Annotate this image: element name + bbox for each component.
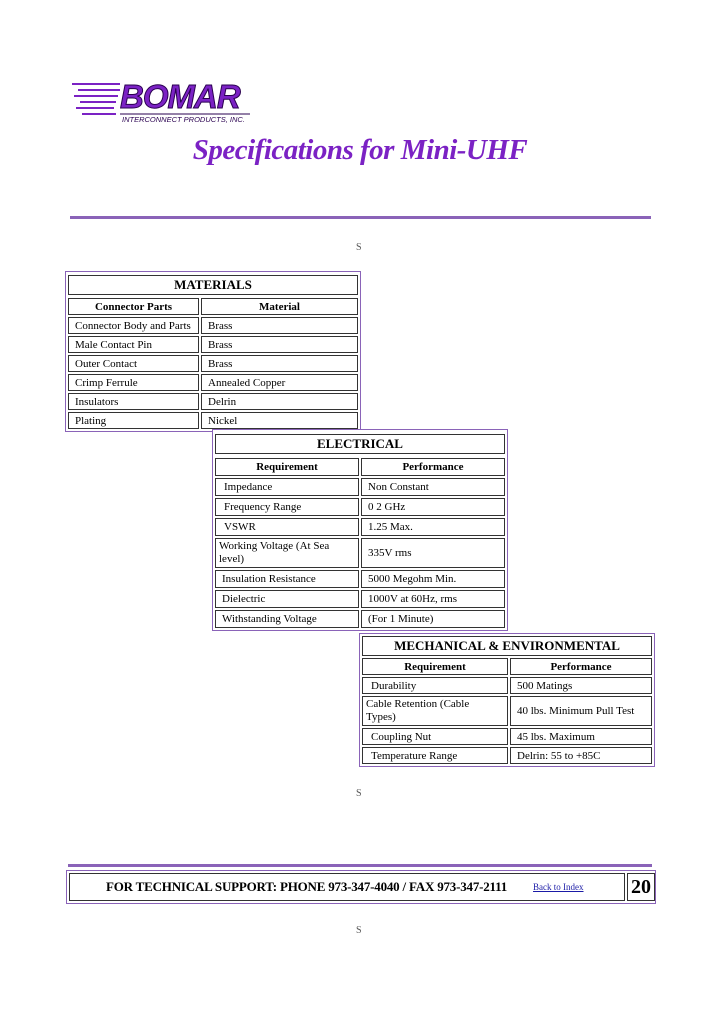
stray-mark: S	[356, 242, 362, 253]
table-cell: Temperature Range	[362, 747, 508, 764]
table-row	[68, 317, 358, 334]
materials-title: MATERIALS	[68, 275, 358, 295]
table-row	[215, 610, 505, 628]
page-title: Specifications for Mini-UHF	[192, 134, 528, 166]
footer-divider	[68, 864, 652, 867]
table-cell: Connector Body and Parts	[68, 317, 199, 334]
stray-mark: S	[356, 925, 362, 936]
table-cell: 0 2 GHz	[361, 498, 505, 516]
table-cell: Impedance	[215, 478, 359, 496]
table-cell: Male Contact Pin	[68, 336, 199, 353]
table-cell: Working Voltage (At Sea level)	[215, 538, 359, 568]
table-cell: Durability	[362, 677, 508, 694]
table-cell: Delrin: 55 to +85C	[510, 747, 652, 764]
table-cell: VSWR	[215, 518, 359, 536]
table-row	[215, 518, 505, 536]
table-row	[362, 747, 652, 764]
table-row	[68, 412, 358, 429]
electrical-header: Requirement	[215, 458, 359, 476]
table-cell: Delrin	[201, 393, 358, 410]
table-row	[215, 590, 505, 608]
mechanical-title: MECHANICAL & ENVIRONMENTAL	[362, 636, 652, 656]
mechanical-header: Requirement	[362, 658, 508, 675]
electrical-header: Performance	[361, 458, 505, 476]
back-to-index-link[interactable]: Back to Index	[533, 882, 584, 892]
table-cell: 500 Matings	[510, 677, 652, 694]
table-row	[362, 677, 652, 694]
table-row	[68, 393, 358, 410]
table-cell: 40 lbs. Minimum Pull Test	[510, 696, 652, 726]
mechanical-header: Performance	[510, 658, 652, 675]
table-cell: Outer Contact	[68, 355, 199, 372]
table-cell: 1000V at 60Hz, rms	[361, 590, 505, 608]
table-cell: Withstanding Voltage	[215, 610, 359, 628]
table-cell: 1.25 Max.	[361, 518, 505, 536]
table-cell: Annealed Copper	[201, 374, 358, 391]
table-cell: Insulators	[68, 393, 199, 410]
table-cell: Plating	[68, 412, 199, 429]
support-contact-text: FOR TECHNICAL SUPPORT: PHONE 973-347-4040 / FAX 973-347-2111	[106, 879, 508, 894]
materials-header: Material	[201, 298, 358, 315]
logo-graphic	[70, 76, 260, 126]
table-cell: Brass	[201, 336, 358, 353]
materials-table	[65, 271, 361, 432]
table-cell: Brass	[201, 317, 358, 334]
table-row	[68, 336, 358, 353]
table-row	[215, 498, 505, 516]
table-cell: Non Constant	[361, 478, 505, 496]
table-cell: 5000 Megohm Min.	[361, 570, 505, 588]
header-divider	[70, 216, 651, 219]
materials-header: Connector Parts	[68, 298, 199, 315]
table-cell: Nickel	[201, 412, 358, 429]
table-cell: (For 1 Minute)	[361, 610, 505, 628]
electrical-table	[212, 429, 508, 631]
table-cell: 45 lbs. Maximum	[510, 728, 652, 745]
table-cell: Brass	[201, 355, 358, 372]
table-cell: Crimp Ferrule	[68, 374, 199, 391]
logo-tagline: INTERCONNECT PRODUCTS, INC.	[122, 115, 245, 124]
bomar-logo	[70, 76, 260, 126]
table-row	[362, 728, 652, 745]
footer-support	[69, 873, 625, 901]
page-number: 20	[627, 873, 655, 901]
table-row	[215, 570, 505, 588]
logo-brand: BOMAR	[120, 78, 240, 115]
footer-bar	[66, 870, 656, 904]
stray-mark: S	[356, 788, 362, 799]
table-cell: Frequency Range	[215, 498, 359, 516]
table-cell: Insulation Resistance	[215, 570, 359, 588]
mechanical-table	[359, 633, 655, 767]
table-row	[68, 374, 358, 391]
table-row	[215, 478, 505, 496]
table-cell: Dielectric	[215, 590, 359, 608]
table-cell: Cable Retention (Cable Types)	[362, 696, 508, 726]
table-cell: Coupling Nut	[362, 728, 508, 745]
electrical-title: ELECTRICAL	[215, 434, 505, 454]
table-row	[362, 696, 652, 726]
table-row	[215, 538, 505, 568]
table-cell: 335V rms	[361, 538, 505, 568]
table-row	[68, 355, 358, 372]
